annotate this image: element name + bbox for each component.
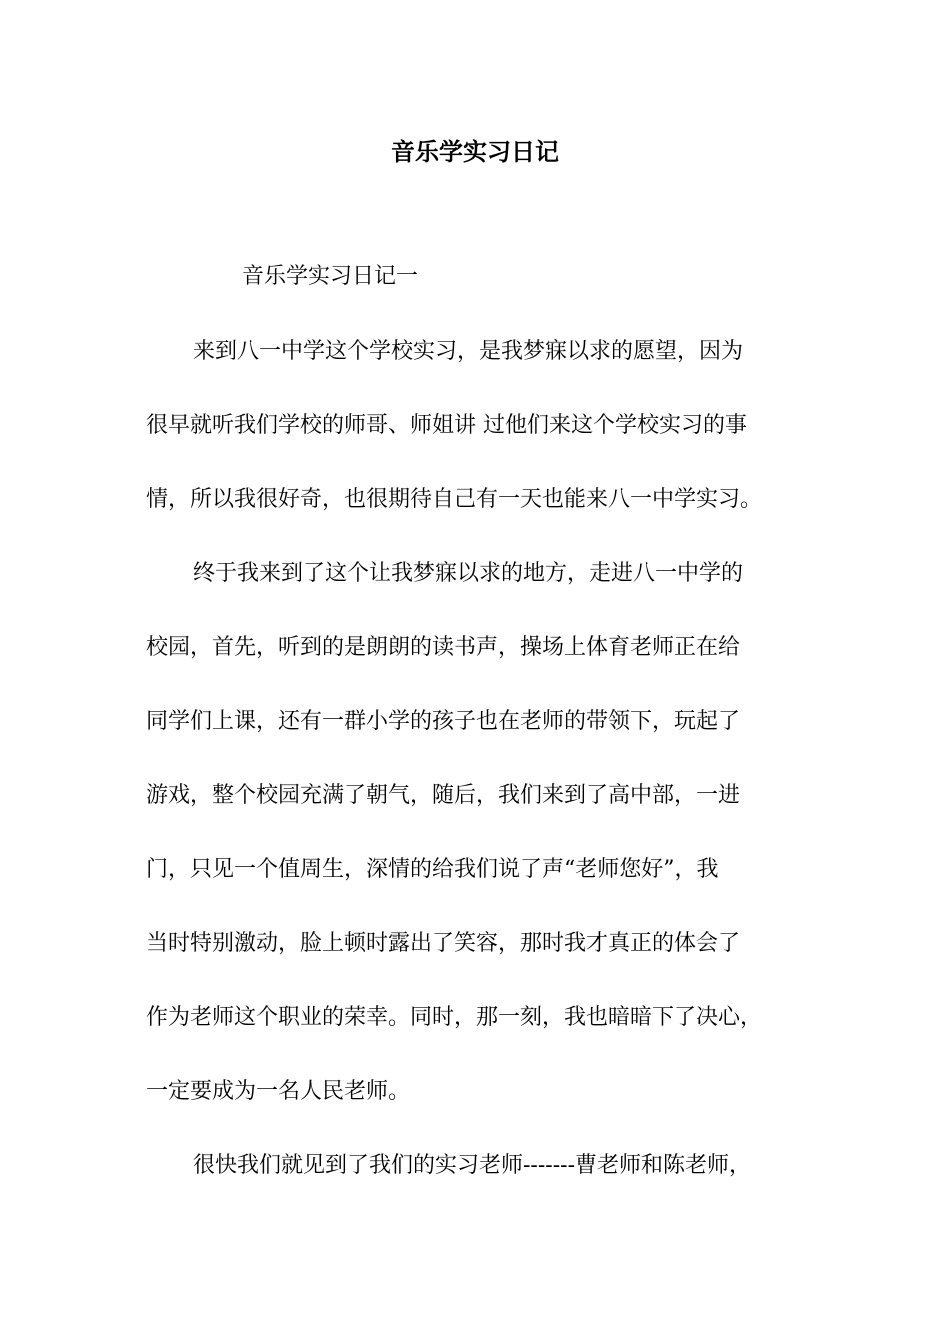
text-line: 游戏，整个校园充满了朝气，随后，我们来到了高中部，一进 bbox=[146, 783, 741, 808]
text-line: 同学们上课，还有一群小学的孩子也在老师的带领下，玩起了 bbox=[146, 709, 741, 734]
document-title: 音乐学实习日记 bbox=[391, 137, 559, 166]
text-line: 情，所以我很好奇，也很期待自己有一天也能来八一中学实习。 bbox=[146, 487, 763, 512]
text-line: 校园，首先，听到的是朗朗的读书声，操场上体育老师正在给 bbox=[146, 635, 741, 660]
text-line: 很快我们就见到了我们的实习老师-------曹老师和陈老师， bbox=[193, 1153, 752, 1178]
text-line: 来到八一中学这个学校实习，是我梦寐以求的愿望，因为 bbox=[193, 339, 744, 364]
text-line: 当时特别激动，脸上顿时露出了笑容，那时我才真正的体会了 bbox=[146, 931, 741, 956]
text-line: 作为老师这个职业的荣幸。同时，那一刻，我也暗暗下了决心， bbox=[146, 1005, 763, 1030]
text-line: 终于我来到了这个让我梦寐以求的地方，走进八一中学的 bbox=[193, 561, 744, 586]
document-subtitle: 音乐学实习日记一 bbox=[242, 264, 419, 289]
text-line: 门，只见一个值周生，深情的给我们说了声“老师您好”，我 bbox=[146, 857, 719, 882]
text-line: 一定要成为一名人民老师。 bbox=[146, 1079, 411, 1104]
text-line: 很早就听我们学校的师哥、师姐讲 过他们来这个学校实习的事 bbox=[146, 413, 747, 438]
